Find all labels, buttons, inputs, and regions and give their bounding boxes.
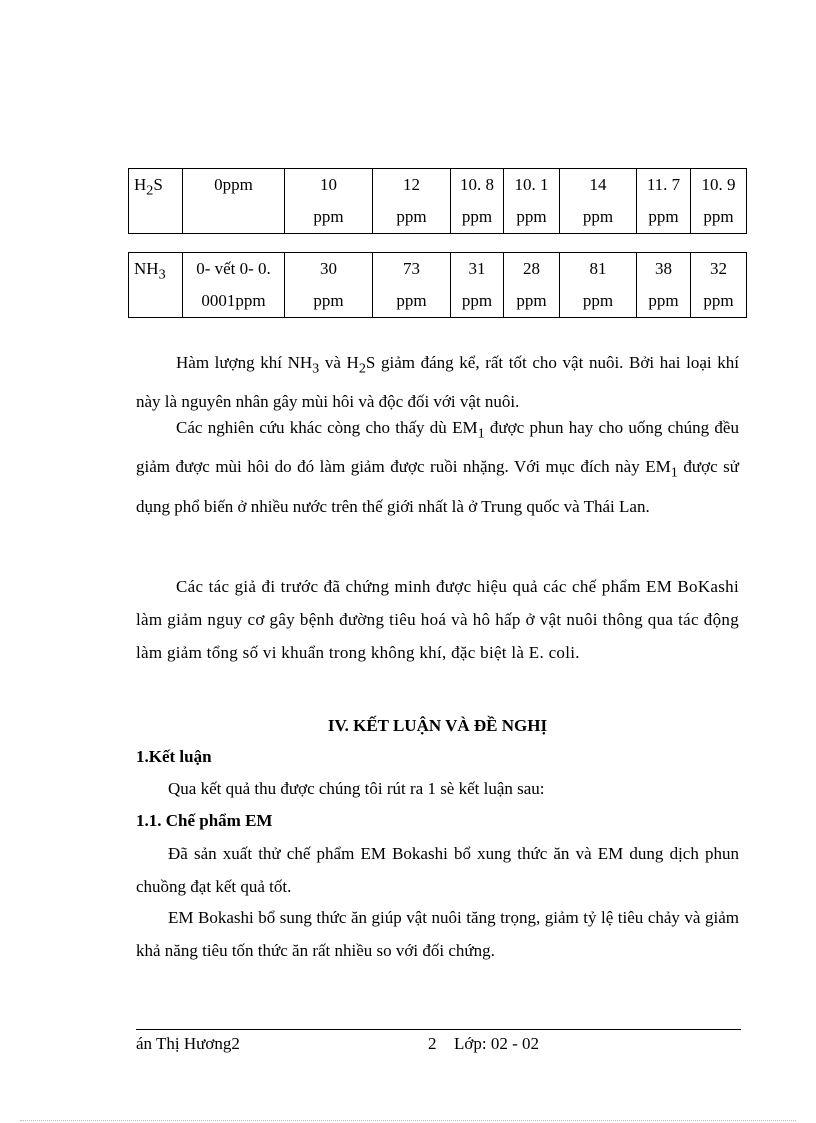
h2s-cell: 14 ppm — [560, 169, 637, 234]
paragraph-em-production: Đã sản xuất thử chế phẩm EM Bokashi bổ xung thức ăn và EM dung dịch phun chuồng đạt kết quả tốt. — [136, 844, 739, 896]
nh3-cell: 30 ppm — [285, 253, 373, 318]
h2s-cell: 0ppm — [183, 169, 285, 234]
section-heading: IV. KẾT LUẬN VÀ ĐỀ NGHỊ — [327, 716, 548, 735]
page-bottom-border — [20, 1120, 796, 1121]
nh3-row — [129, 253, 747, 318]
nh3-cell: 32 ppm — [691, 253, 747, 318]
footer-page-number: 2 — [428, 1034, 437, 1053]
h2s-cell: 12 ppm — [373, 169, 451, 234]
paragraph-em1-studies: Các nghiên cứu khác còng cho thấy dù $EM_1$ được phun hay cho uống chúng đều giảm được mùi hôi do đó làm giảm được ruồi nhặng. Với mục đích này $EM_1$ được sử dụng phổ biến ở nhiều nước trên thế giới nhất là ở Trung quốc và Thái Lan. — [136, 418, 739, 516]
nh3-table — [128, 252, 747, 318]
nh3-cell: 73 ppm — [373, 253, 451, 318]
h2s-cell: 10. 1 ppm — [504, 169, 560, 234]
subheading-conclusion: 1.Kết luận — [136, 747, 212, 766]
subheading-em-product: 1.1. Chế phẩm EM — [136, 811, 273, 830]
nh3-cell: 38 ppm — [637, 253, 691, 318]
h2s-cell: 10. 9 ppm — [691, 169, 747, 234]
nh3-cell: 81 ppm — [560, 253, 637, 318]
h2s-cell: 10. 8 ppm — [451, 169, 504, 234]
footer-class: Lớp: 02 - 02 — [454, 1034, 540, 1053]
h2s-cell: 11. 7 ppm — [637, 169, 691, 234]
conclusion-intro: Qua kết quả thu được chúng tôi rút ra 1 sè kết luận sau: — [168, 779, 545, 798]
paragraph-em-bokashi-results: EM Bokashi bổ sung thức ăn giúp vật nuôi tăng trọng, giảm tỷ lệ tiêu chảy và giảm khả năng tiêu tốn thức ăn rất nhiều so với đối chứng. — [136, 908, 739, 960]
paragraph-em-bokashi-studies: Các tác giả đi trước đã chứng minh được hiệu quả các chế phẩm EM BoKashi làm giảm nguy cơ gây bệnh đường tiêu hoá và hô hấp ở vật nuôi thông qua tác động làm giảm tổng số vi khuẩn trong không khí, đặc biệt là E. coli. — [136, 577, 739, 662]
nh3-cell: 0- vết 0- 0. 0001ppm — [183, 253, 285, 318]
nh3-cell: 28 ppm — [504, 253, 560, 318]
nh3-cell: 31 ppm — [451, 253, 504, 318]
footer-author: án Thị Hương2 — [136, 1034, 240, 1053]
h2s-table — [128, 168, 747, 234]
h2s-row — [129, 169, 747, 234]
h2s-cell: 10 ppm — [285, 169, 373, 234]
h2s-label: $H_2S$ — [129, 169, 183, 234]
footer-rule — [136, 1029, 741, 1030]
nh3-label: $NH_3$ — [129, 253, 183, 318]
paragraph-gas-reduction: Hàm lượng khí $NH_3$ và $H_2S$ giảm đáng kể, rất tốt cho vật nuôi. Bởi hai loại khí này là nguyên nhân gây mùi hôi và độc đối với vật nuôi. — [136, 353, 739, 412]
